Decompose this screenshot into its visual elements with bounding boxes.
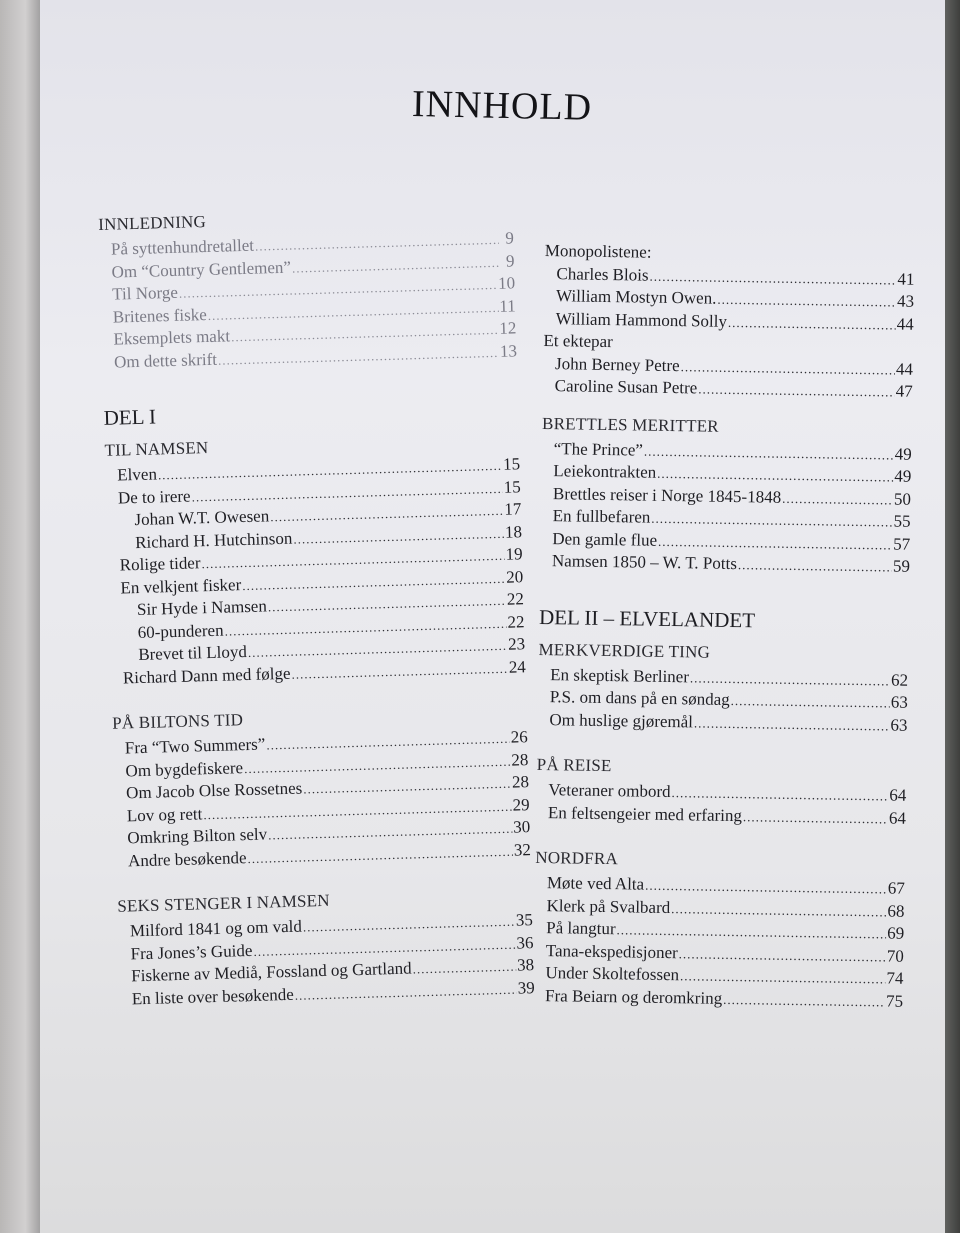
toc-entry-title: Veteraner ombord xyxy=(548,780,671,802)
toc-entry-page: 36 xyxy=(516,932,534,953)
toc-entry-page: 68 xyxy=(887,900,905,921)
toc-entry-title: En fullbefaren xyxy=(552,506,651,527)
toc-entry-page: 10 xyxy=(497,273,516,293)
toc-entry-page: 41 xyxy=(897,269,915,289)
toc-entry-title: Richard H. Hutchinson xyxy=(134,528,293,552)
toc-entry-title: Til Norge xyxy=(111,282,179,304)
toc-entry-title: Milford 1841 og om vald xyxy=(129,916,303,941)
section-heading: PÅ REISE xyxy=(536,754,612,776)
dot-leader xyxy=(728,311,896,336)
toc-entry-title: Brettles reiser i Norge 1845-1848 xyxy=(552,483,782,507)
toc-entry-title: Fra “Two Summers” xyxy=(124,734,266,758)
toc-entry-title: Om huslige gjøremål xyxy=(549,709,694,731)
toc-entry-page: 20 xyxy=(505,566,524,587)
toc-list xyxy=(536,779,907,830)
toc-entry-title: Leiekontrakten xyxy=(553,461,657,482)
toc-entry-page: 28 xyxy=(511,772,530,792)
toc-entry-page: 62 xyxy=(890,669,909,690)
toc-entry-page: 49 xyxy=(894,444,912,464)
dot-leader xyxy=(679,943,886,969)
toc-entry-page: 30 xyxy=(512,817,531,837)
toc-entry-page: 19 xyxy=(505,544,523,564)
toc-section-biltons-tid xyxy=(112,702,531,873)
toc-entry-title: Namsen 1850 – W. T. Potts xyxy=(551,551,738,574)
toc-entry-title: Møte ved Alta xyxy=(546,873,645,894)
toc-entry-title: En feltsengeier med erfaring xyxy=(547,802,743,825)
toc-entry-title: 60-punderen xyxy=(137,620,224,642)
dot-leader xyxy=(671,898,887,924)
toc-list xyxy=(537,663,908,736)
toc-entry-page: 22 xyxy=(506,589,525,609)
toc-entry-page: 11 xyxy=(499,295,516,316)
toc-entry-title: Om “Country Gentlemen” xyxy=(111,257,292,282)
toc-entry-title: Charles Blois xyxy=(556,263,649,285)
dot-leader xyxy=(731,690,890,715)
toc-entry-title: Andre besøkende xyxy=(127,847,247,870)
toc-entry-title: Rolige tider xyxy=(119,553,201,575)
toc-entry-page: 67 xyxy=(887,878,906,898)
toc-entry-title: Fra Beiarn og deromkring xyxy=(544,985,723,1008)
toc-list xyxy=(113,726,532,873)
toc-entry-title: Om bygdefiskere xyxy=(125,757,244,780)
toc-entry-page: 29 xyxy=(512,794,530,815)
toc-entry-title: Omkring Bilton selv xyxy=(127,824,268,848)
page-title: INNHOLD xyxy=(411,83,593,129)
toc-entry-title: Britenes fiske xyxy=(112,304,208,327)
toc-entry-page: 75 xyxy=(885,990,904,1011)
toc-section-nordfra xyxy=(533,848,905,1013)
section-heading: PÅ BILTONS TID xyxy=(111,710,244,733)
toc-entry-title: På syttenhundretallet xyxy=(110,235,255,259)
toc-list xyxy=(99,227,518,374)
toc-left-column xyxy=(98,203,535,1010)
toc-entry-title: “The Prince” xyxy=(553,438,644,460)
toc-entry-title: En velkjent fisker xyxy=(120,574,242,598)
toc-entry-page: 9 xyxy=(505,250,515,271)
dot-leader xyxy=(723,988,885,1013)
toc-entry-title: Eksemplets makt xyxy=(113,326,231,349)
toc-entry-page: 23 xyxy=(507,634,526,654)
toc-entry-page: 44 xyxy=(896,314,914,334)
toc-entry-page: 24 xyxy=(508,656,527,677)
toc-entry-page: 9 xyxy=(505,228,515,248)
toc-entry-page: 69 xyxy=(887,923,905,943)
toc-entry-page: 13 xyxy=(499,340,518,361)
toc-entry-title: Brevet til Lloyd xyxy=(138,642,248,665)
toc-entry-title: Om Jacob Olse Rossetnes xyxy=(125,778,303,803)
dot-leader xyxy=(294,978,517,1007)
section-heading: TIL NAMSEN xyxy=(104,438,209,460)
toc-entry-title: Klerk på Svalbard xyxy=(546,895,671,917)
toc-section-innledning xyxy=(98,203,517,374)
toc-entry-title: Tana-ekspedisjoner xyxy=(545,940,678,962)
dot-leader xyxy=(412,956,516,981)
toc-section-seks-stenger xyxy=(117,885,535,1011)
toc-entry-title: Fra Jones’s Guide xyxy=(130,940,253,963)
toc-entry-title: Under Skoltefossen xyxy=(545,963,680,985)
section-heading: NORDFRA xyxy=(535,847,619,869)
dot-leader xyxy=(698,378,895,404)
toc-entry-page: 26 xyxy=(510,727,528,747)
toc-entry-page: 44 xyxy=(895,359,914,379)
toc-entry-title: Johan W.T. Owesen xyxy=(134,506,270,530)
toc-entry-title: Elven xyxy=(117,464,158,485)
toc-entry-page: 57 xyxy=(893,534,911,554)
toc-list xyxy=(544,262,915,335)
group-label: Monopolistene: xyxy=(544,240,652,262)
section-heading: MERKVERDIGE TING xyxy=(538,639,711,662)
toc-entry-page: 70 xyxy=(886,945,904,966)
toc-entry-title: Den gamle flue xyxy=(552,528,658,550)
toc-entry-page: 15 xyxy=(503,476,522,497)
toc-section-monopolistene xyxy=(543,240,915,403)
toc-section-del-2 xyxy=(537,604,909,736)
toc-entry-page: 28 xyxy=(511,749,529,770)
toc-entry-title: Richard Dann med følge xyxy=(122,663,291,687)
toc-entry-page: 22 xyxy=(507,611,525,632)
toc-right-column xyxy=(533,240,915,1013)
toc-entry-page: 50 xyxy=(893,489,912,509)
toc-entry-title: En liste over besøkende xyxy=(131,984,295,1008)
toc-entry-page: 49 xyxy=(894,466,912,486)
toc-entry-page: 39 xyxy=(517,977,535,998)
toc-entry-page: 63 xyxy=(890,692,908,712)
part-heading: DEL II – ELVELANDET xyxy=(538,604,756,632)
toc-section-brettles xyxy=(540,413,912,578)
dot-leader xyxy=(743,806,888,831)
toc-entry-title: William Mostyn Owen. xyxy=(555,286,717,308)
toc-entry-title: Sir Hyde i Namsen xyxy=(136,596,268,620)
toc-entry-page: 74 xyxy=(886,968,904,988)
toc-entry-page: 43 xyxy=(896,291,915,311)
toc-entry-page: 59 xyxy=(892,556,911,576)
toc-entry-page: 64 xyxy=(889,785,907,805)
section-heading: BRETTLES MERITTER xyxy=(541,413,719,436)
toc-entry-page: 55 xyxy=(893,511,911,531)
toc-entry-page: 35 xyxy=(515,910,534,930)
dot-leader xyxy=(738,554,892,579)
toc-entry-title: William Hammond Solly xyxy=(555,308,728,331)
toc-section-pa-reise xyxy=(536,755,907,830)
group-label: Et ektepar xyxy=(543,330,613,352)
toc-entry-page: 15 xyxy=(502,454,521,474)
toc-list xyxy=(105,453,526,689)
toc-entry-title: John Berney Petre xyxy=(554,353,680,375)
toc-entry-page: 32 xyxy=(513,839,532,860)
toc-entry-page: 12 xyxy=(499,318,517,338)
toc-entry-title: En skeptisk Berliner xyxy=(550,664,690,686)
toc-entry-page: 38 xyxy=(516,955,535,975)
dot-leader xyxy=(694,712,890,738)
toc-list xyxy=(118,909,535,1011)
toc-list xyxy=(540,437,912,578)
toc-entry-page: 64 xyxy=(888,807,907,828)
toc-entry-title: P.S. om dans på en søndag xyxy=(549,687,730,709)
toc-section-del-1 xyxy=(103,394,526,689)
toc-entry-page: 18 xyxy=(504,521,523,542)
toc-entry-title: På langtur xyxy=(546,918,616,939)
toc-entry-page: 47 xyxy=(895,381,913,401)
toc-entry-title: Caroline Susan Petre xyxy=(554,376,698,398)
part-heading: DEL I xyxy=(103,404,157,430)
toc-entry-title: De to irere xyxy=(117,486,191,508)
dot-leader xyxy=(680,356,895,382)
section-heading: INNLEDNING xyxy=(98,211,207,234)
section-heading: SEKS STENGER I NAMSEN xyxy=(117,890,330,916)
toc-entry-title: Lov og rett xyxy=(126,803,203,825)
toc-list xyxy=(533,872,905,1013)
book-page xyxy=(40,0,945,1233)
toc-entry-title: Fiskerne av Mediå, Fossland og Gartland xyxy=(130,958,412,986)
dot-leader xyxy=(782,487,893,511)
dot-leader xyxy=(717,289,896,314)
toc-list xyxy=(543,352,914,403)
toc-entry-page: 63 xyxy=(890,714,908,735)
toc-entry-title: Om dette skrift xyxy=(113,349,218,372)
toc-entry-page: 17 xyxy=(504,499,522,519)
